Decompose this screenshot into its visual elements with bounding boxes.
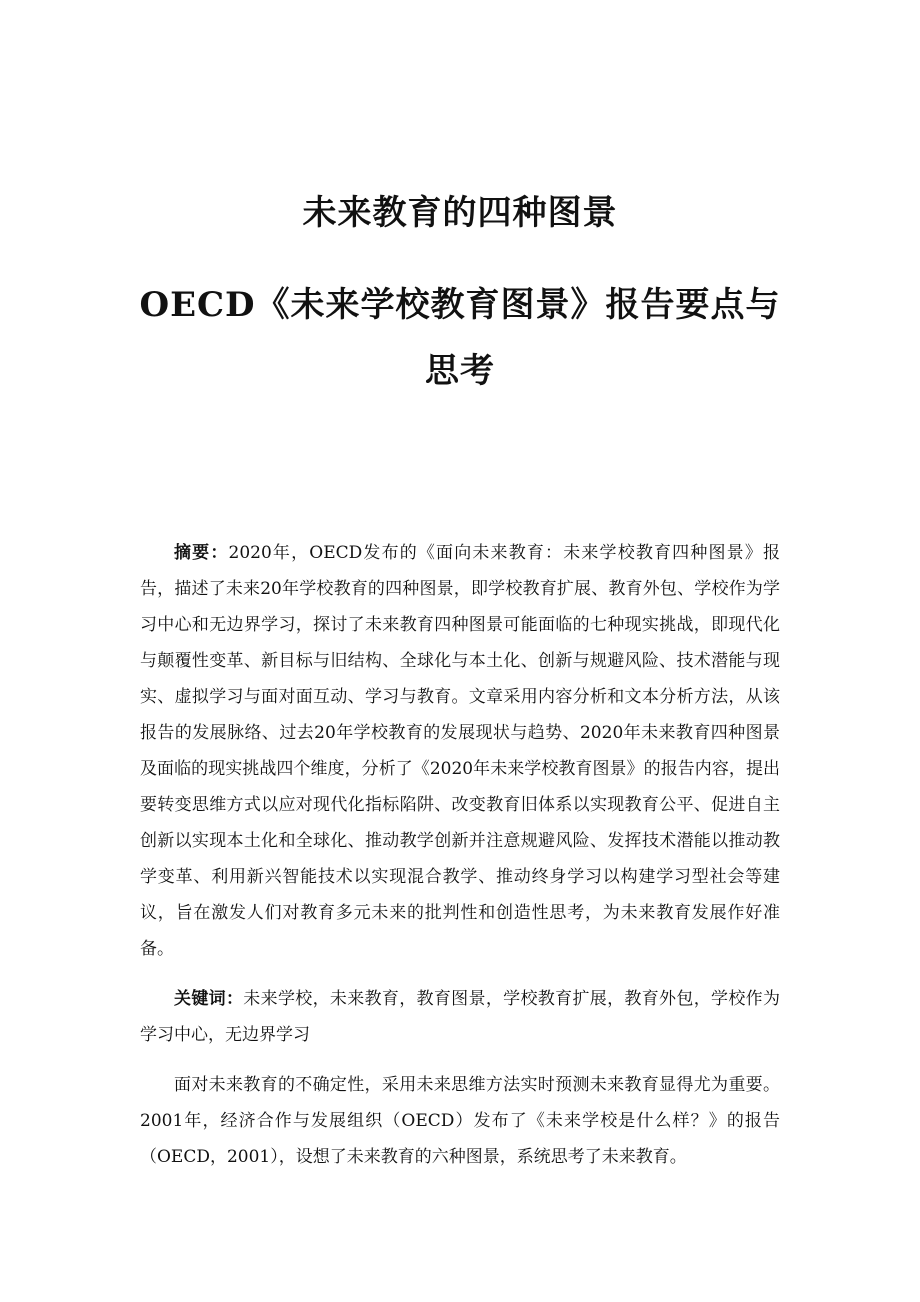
abstract-label: 摘要： [174, 543, 229, 563]
abstract-text: 2020年，OECD发布的《面向未来教育：未来学校教育四种图景》报告，描述了未来20年学校教育的四种图景，即学校教育扩展、教育外包、学校作为学习中心和无边界学习，探讨了未来教育四种图景可能面临的七种现实挑战，即现代化与颠覆性变革、新目标与旧结构、全球化与本土化、创新与规避风险、技术潜能与现实、虚拟学习与面对面互动、学习与教育。文章采用内容分析和文本分析方法，从该报告的发展脉络、过去20年学校教育的发展现状与趋势、2020年未来教育四种图景及面临的现实挑战四个维度，分析了《2020年未来学校教育图景》的报告内容，提出要转变思维方式以应对现代化指标陷阱、改变教育旧体系以实现教育公平、促进自主创新以实现本土化和全球化、推动教学创新并注意规避风险、发挥技术潜能以推动教学变革、利用新兴智能技术以实现混合教学、推动终身学习以构建学习型社会等建议，旨在激发人们对教育多元未来的批判性和创造性思考，为未来教育发展作好准备。 [140, 543, 781, 959]
keywords-text: 未来学校，未来教育，教育图景，学校教育扩展，教育外包，学校作为学习中心，无边界学习 [140, 989, 781, 1045]
page-subtitle: OECD《未来学校教育图景》报告要点与思考 [139, 285, 781, 391]
document-body [140, 535, 780, 1175]
keywords-label: 关键词： [174, 989, 244, 1009]
intro-paragraph: 面对未来教育的不确定性，采用未来思维方法实时预测未来教育显得尤为重要。2001年，经济合作与发展组织（OECD）发布了《未来学校是什么样？》的报告（OECD，2001），设想了未来教育的六种图景，系统思考了未来教育。 [140, 1075, 780, 1167]
title-block [0, 188, 920, 404]
keywords-paragraph [140, 981, 780, 1053]
abstract-paragraph [140, 535, 780, 967]
page-title: 未来教育的四种图景 [302, 193, 618, 233]
